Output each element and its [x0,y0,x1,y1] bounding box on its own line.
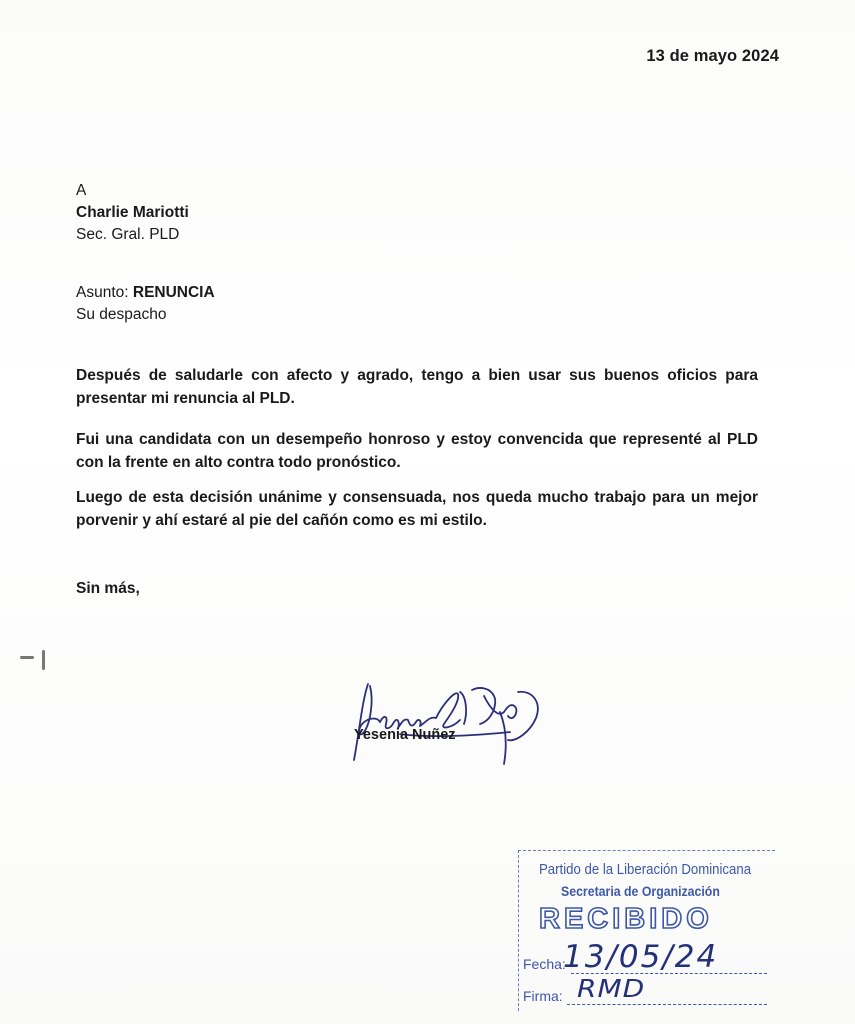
stamp-status: RECIBIDO [539,903,713,935]
recipient-block [76,180,189,246]
stamp-date-value: 13/05/24 [563,939,719,975]
stamp-signature-value: RMD [577,973,646,1004]
subject-label: Asunto: [76,284,133,301]
scan-mark [42,650,45,670]
body-paragraph: Fui una candidata con un desempeño honroso y estoy convencida que representé al PLD con la frente en alto contra todo pronóstico. [76,431,758,471]
subject-line-2: Su despacho [76,306,167,323]
received-stamp [518,850,775,1011]
recipient-prefix: A [76,182,87,199]
stamp-signature-line [567,1004,767,1005]
recipient-title: Sec. Gral. PLD [76,226,180,243]
handwritten-signature [340,672,550,772]
subject-value: RENUNCIA [132,284,215,301]
stamp-organization: Partido de la Liberación Dominicana [539,861,752,878]
stamp-signature-label: Firma: [523,988,563,1004]
letter-date: 13 de mayo 2024 [646,47,779,65]
body-paragraph: Después de saludarle con afecto y agrado, tengo a bien usar sus buenos oficios para presentar mi renuncia al PLD. [76,367,758,407]
body-paragraph: Luego de esta decisión unánime y consensuada, nos queda mucho trabajo para un mejor porvenir y ahí estaré al pie del cañón como es mi estilo. [76,489,758,529]
recipient-name: Charlie Mariotti [76,204,189,221]
stamp-department: Secretaria de Organización [561,883,720,899]
scan-mark [20,656,34,659]
signer-name: Yesenia Nuñez [354,727,456,743]
closing-line: Sin más, [76,580,140,597]
stamp-date-label: Fecha: [523,956,566,972]
subject-line [76,282,215,304]
subject-block [76,282,215,326]
